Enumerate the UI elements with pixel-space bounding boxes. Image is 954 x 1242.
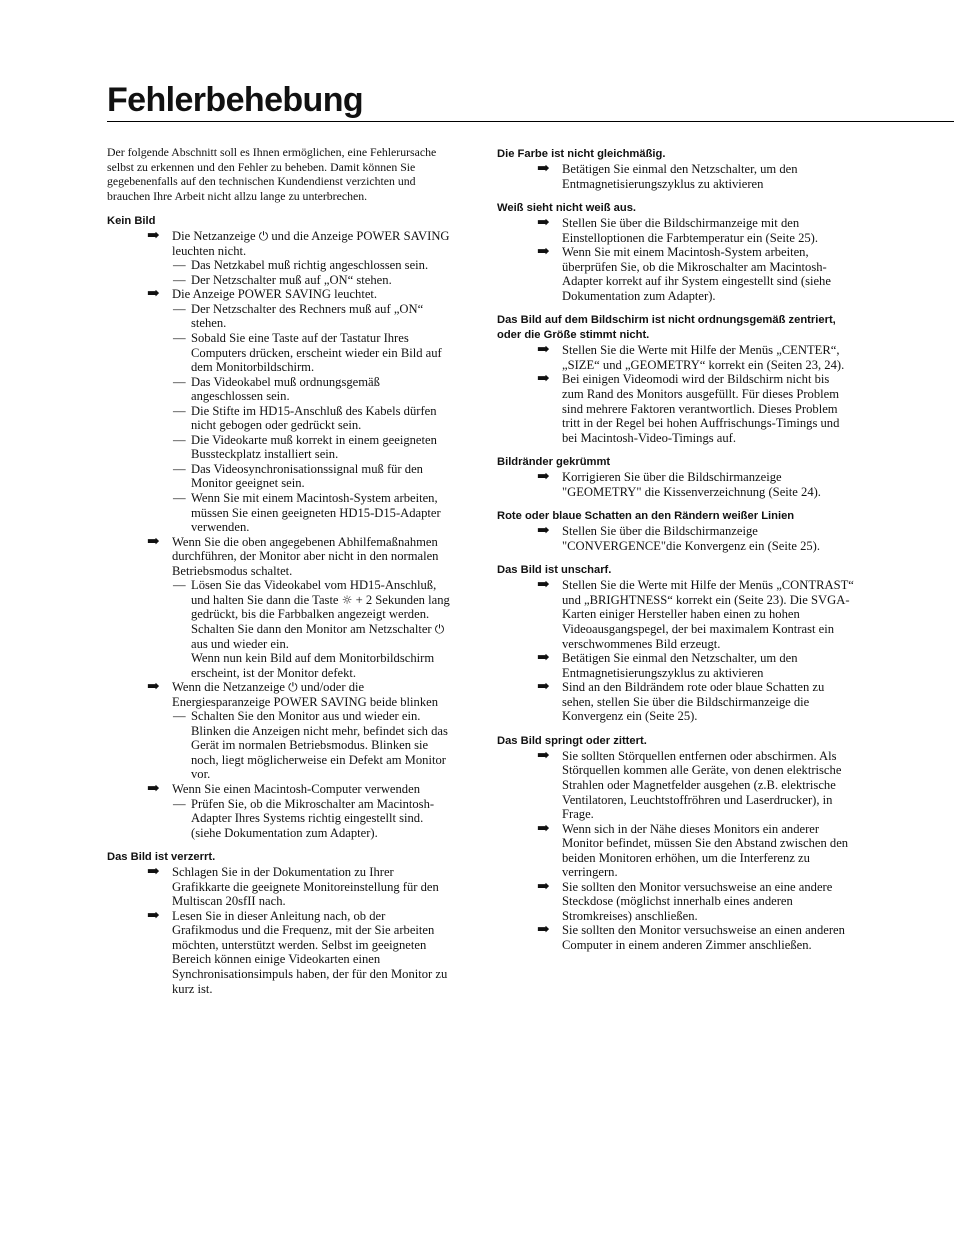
list-item: ➡ Lesen Sie in dieser Anleitung nach, ob der Grafikmodus und die Frequenz, mit der Sie arbeiten möchten, unterstützt werden. Selbst im geeigneten Bereich können einige Videokarten einen Synchronisationsimpuls haben, der für den Monitor zu kurz ist. — [147, 907, 448, 996]
list-item: ➡ Wenn Sie einen Macintosh-Computer verwenden — [147, 780, 420, 797]
arrow-right-icon: ➡ — [147, 679, 160, 696]
section-heading: Das Bild springt oder zittert. — [497, 734, 647, 747]
list-item: ➡ Sie sollten den Monitor versuchsweise an eine andere Steckdose (möglichst innerhalb eines anderen Stromkreises) anschließen. — [537, 878, 833, 923]
intro-paragraph: Der folgende Abschnitt soll es Ihnen ermöglichen, eine Fehlerursache selbst zu erkennen und den Fehler zu beheben. Damit können Sie gegebenenfalls auf den technischen Kundendienst verzichten und brauchen Ihre Arbeit nicht allzu lange zu unterbrechen. — [107, 145, 437, 203]
sub-item: — Der Netzschalter des Rechners muß auf „ON“ stehen. — [173, 301, 424, 331]
section-schatten — [497, 509, 854, 553]
dash-marker: — — [173, 432, 186, 447]
arrow-right-icon: ➡ — [537, 371, 550, 388]
section-weiss — [497, 201, 854, 303]
section-zentriert — [497, 313, 854, 445]
list-item: ➡ Bei einigen Videomodi wird der Bildschirm nicht bis zum Rand des Monitors ausgefüllt. Für dieses Problem sind mehrere Faktoren verantwortlich. Dieses Problem tritt in der Regel bei hohen Auffrischungs-Timings und bei Macintosh-Video-Timings auf. — [537, 371, 840, 445]
dash-marker: — — [173, 796, 186, 811]
section-verzerrt — [107, 850, 452, 996]
section-heading: Weiß sieht nicht weiß aus. — [497, 202, 637, 215]
arrow-right-icon: ➡ — [147, 286, 160, 303]
list-item: ➡ Schlagen Sie in der Dokumentation zu Ihrer Grafikkarte die geeignete Monitoreinstellung für den Multiscan 20sfII nach. — [147, 864, 439, 909]
arrow-right-icon: ➡ — [147, 228, 160, 245]
sub-item-continuation: Wenn nun kein Bild auf dem Monitorbildschirm erscheint, ist der Monitor defekt. — [191, 651, 435, 680]
list-item: ➡ Korrigieren Sie über die Bildschirmanzeige "GEOMETRY" die Kissenverzeichnung (Seite 24). — [537, 469, 821, 499]
page-title: Fehlerbehebung — [107, 81, 364, 119]
list-item: ➡ Sie sollten den Monitor versuchsweise an einen anderen Computer in einem anderen Zimmer anschließen. — [537, 922, 845, 952]
arrow-right-icon: ➡ — [537, 747, 550, 764]
list-item: ➡ Stellen Sie die Werte mit Hilfe der Menüs „CENTER“, „SIZE“ und „GEOMETRY“ korrekt ein (Seiten 23, 24). — [537, 342, 845, 372]
list-item: ➡ Sind an den Bildrändem rote oder blaue Schatten zu sehen, stellen Sie über die Bildschirmanzeige die Konvergenz ein (Seite 25). — [537, 679, 825, 724]
dash-marker: — — [173, 272, 186, 287]
dash-marker: — — [173, 258, 186, 273]
section-kein-bild — [107, 214, 452, 840]
sub-item: — Das Videokabel muß ordnungsgemäß angeschlossen sein. — [173, 374, 380, 404]
list-item: ➡ Sie sollten Störquellen entfernen oder abschirmen. Als Störquellen kommen alle Geräte, von denen elektrische Strahlen oder Magnetfelder ausgehen (z.B. elektrische Ventilatoren, Leuchtstoffröhren und Laserdrucker), in Frage. — [537, 747, 842, 822]
arrow-right-icon: ➡ — [147, 533, 160, 550]
list-item: ➡ Die Netzanzeige ⏻ und die Anzeige POWER SAVING leuchten nicht. — [147, 228, 450, 258]
list-item: ➡ Betätigen Sie einmal den Netzschalter, um den Entmagnetisierungszyklus zu aktivieren — [537, 161, 798, 191]
section-heading: Rote oder blaue Schatten an den Rändern weißer Linien — [497, 510, 795, 523]
dash-marker: — — [173, 301, 186, 316]
power-icon: ⏻ — [434, 621, 445, 636]
dash-marker: — — [173, 709, 186, 724]
arrow-right-icon: ➡ — [537, 820, 550, 837]
arrow-right-icon: ➡ — [147, 864, 160, 881]
list-item: ➡ Stellen Sie die Werte mit Hilfe der Menüs „CONTRAST“ und „BRIGHTNESS“ korrekt ein (Seite 23). Die SVGA-Karten einiger Hersteller haben einen zu hohen Videoausgangspegel, der bei maximalem Kontrast ein verschwommenes Bild erzeugt. — [537, 577, 854, 651]
left-column — [107, 145, 452, 1006]
arrow-right-icon: ➡ — [537, 469, 550, 486]
arrow-right-icon: ➡ — [537, 244, 550, 261]
section-unscharf — [497, 563, 854, 723]
sub-item: — Prüfen Sie, ob die Mikroschalter am Macintosh-Adapter Ihres Systems richtig eingestellt sind. (siehe Dokumentation zum Adapter). — [173, 796, 435, 840]
sub-item: — Sobald Sie eine Taste auf der Tastatur Ihres Computers drücken, erscheint wieder ein Bild auf dem Monitorbildschirm. — [173, 331, 442, 375]
arrow-right-icon: ➡ — [147, 907, 160, 924]
section-zittert — [497, 734, 854, 953]
section-heading: Das Bild auf dem Bildschirm ist nicht ordnungsgemäß zentriert, oder die Größe stimmt nicht. — [497, 314, 836, 342]
section-heading: Das Bild ist verzerrt. — [107, 851, 216, 864]
list-item: ➡ Wenn die Netzanzeige ⏻ und/oder die Energiesparanzeige POWER SAVING beide blinken — [147, 679, 439, 709]
sub-item: — Die Stifte im HD15-Anschluß des Kabels dürfen nicht gebogen oder gedrückt sein. — [173, 403, 437, 433]
title-rule — [107, 121, 954, 122]
arrow-right-icon: ➡ — [537, 577, 550, 594]
arrow-right-icon: ➡ — [537, 650, 550, 667]
section-farbe — [497, 147, 854, 191]
sub-item: — Die Videokarte muß korrekt in einem geeigneten Bussteckplatz installiert sein. — [173, 432, 437, 462]
list-item: ➡ Stellen Sie über die Bildschirmanzeige "CONVERGENCE"die Konvergenz ein (Seite 25). — [537, 523, 821, 553]
power-icon: ⏻ — [258, 229, 269, 244]
section-heading: Kein Bild — [107, 215, 156, 228]
sub-item: — Schalten Sie den Monitor aus und wieder ein. Blinken die Anzeigen nicht mehr, befindet sich das Gerät im normalen Betriebsmodus. Blinken sie noch, liegt möglicherweise ein Defekt am Monitor vor. — [173, 709, 448, 782]
section-heading: Bildränder gekrümmt — [497, 456, 611, 469]
dash-marker: — — [173, 491, 186, 506]
arrow-right-icon: ➡ — [537, 523, 550, 540]
sub-item: — Das Netzkabel muß richtig angeschlossen sein. — [173, 258, 429, 273]
section-heading: Die Farbe ist nicht gleichmäßig. — [497, 148, 666, 160]
right-column — [497, 147, 854, 963]
dash-marker: — — [173, 578, 186, 593]
power-icon: ⏻ — [288, 680, 298, 695]
sub-item: — Lösen Sie das Videokabel vom HD15-Anschluß, und halten Sie dann die Taste ☼ + 2 Sekunden lang gedrückt, bis die Farbbalken angezeigt werden. Schalten Sie dann den Monitor am Netzschalter ⏻ aus und wieder ein. — [173, 578, 450, 651]
list-item: ➡ Stellen Sie über die Bildschirmanzeige mit den Einstelloptionen die Farbtemperatur ein (Seite 25). — [537, 215, 819, 245]
arrow-right-icon: ➡ — [537, 215, 550, 232]
arrow-right-icon: ➡ — [537, 679, 550, 696]
section-heading: Das Bild ist unscharf. — [497, 564, 612, 577]
dash-marker: — — [173, 461, 186, 476]
arrow-right-icon: ➡ — [537, 878, 550, 895]
list-item: ➡ Wenn sich in der Nähe dieses Monitors ein anderer Monitor befindet, müssen Sie den Abstand zwischen den beiden Monitoren erhöhen, um die Interferenz zu verringern. — [537, 820, 849, 880]
arrow-right-icon: ➡ — [537, 161, 550, 177]
list-item: ➡ Wenn Sie die oben angegebenen Abhilfemaßnahmen durchführen, der Monitor aber nicht in den normalen Betriebsmodus schaltet. — [147, 533, 439, 578]
sub-item: — Wenn Sie mit einem Macintosh-System arbeiten, müssen Sie einen geeigneten HD15-D15-Adapter verwenden. — [173, 491, 441, 535]
dash-marker: — — [173, 374, 186, 389]
sub-item: — Der Netzschalter muß auf „ON“ stehen. — [173, 272, 392, 287]
list-item: ➡ Die Anzeige POWER SAVING leuchtet. — [147, 286, 378, 303]
sub-item: — Das Videosynchronisationssignal muß für den Monitor geeignet sein. — [173, 461, 423, 491]
arrow-right-icon: ➡ — [147, 780, 160, 797]
dash-marker: — — [173, 331, 186, 346]
arrow-right-icon: ➡ — [537, 922, 550, 939]
list-item: ➡ Betätigen Sie einmal den Netzschalter, um den Entmagnetisierungszyklus zu aktivieren — [537, 650, 798, 680]
dash-marker: — — [173, 403, 186, 418]
section-gekruemmt — [497, 455, 854, 499]
list-item: ➡ Wenn Sie mit einem Macintosh-System arbeiten, überprüfen Sie, ob die Mikroschalter am Macintosh-Adapter korrekt auf ihr System eingestellt sind (siehe Dokumentation zum Adapter). — [537, 244, 831, 303]
arrow-right-icon: ➡ — [537, 342, 550, 359]
brightness-icon: ☼ — [341, 592, 353, 607]
